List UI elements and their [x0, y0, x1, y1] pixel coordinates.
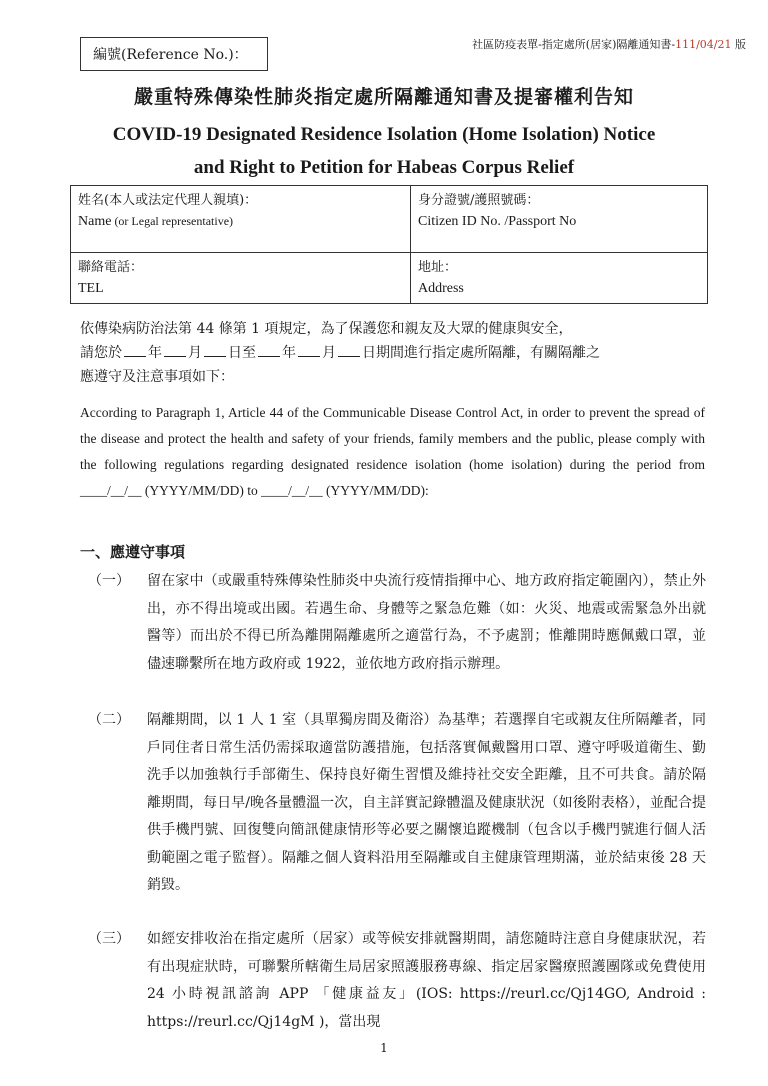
intro-zh-line1: 依傳染病防治法第 44 條第 1 項規定，為了保護您和親友及大眾的健康與安全， [80, 321, 573, 337]
address-field[interactable] [411, 253, 708, 304]
end-day-blank[interactable] [338, 344, 360, 357]
version-prefix: 社區防疫表單-指定處所(居家)隔離通知書- [472, 38, 676, 51]
title-english-line2: and Right to Petition for Habeas Corpus Relief [193, 157, 575, 178]
start-year-blank[interactable] [124, 344, 146, 357]
id-label-en: Citizen ID No. /Passport No [418, 214, 577, 229]
name-field[interactable] [71, 186, 411, 253]
item-text: 隔離期間，以 1 人 1 室（具單獨房間及衛浴）為基準；若選擇自宅或親友住所隔離者，同戶同住者日常生活仍需採取適當防護措施，包括落實佩戴醫用口罩、遵守呼吸道衛生、勤洗手以加強執行手部衛生、保持良好衛生習慣及維持社交安全距離，且不可共食。請於隔離期間，每日早/晚各量體溫一次，自主詳實記錄體溫及健康狀況（如後附表格），並配合提供手機門號、回復雙向簡訊健康情形等必要之關懷追蹤機制（包含以手機門號進行個人活動範圍之電子監督）。隔離之個人資料沿用至隔離或自主健康管理期滿，並於結束後 28 天銷毀。 [147, 712, 706, 893]
item-number: （一） [88, 573, 130, 589]
start-month-blank[interactable] [164, 344, 186, 357]
id-field[interactable] [411, 186, 708, 253]
intro-chinese [80, 317, 700, 389]
page-number: 1 [380, 1041, 388, 1055]
version-suffix: 版 [731, 38, 746, 51]
end-month-blank[interactable] [298, 344, 320, 357]
name-label-en: Name (or Legal representative) [78, 214, 234, 229]
list-item [88, 568, 706, 678]
title-chinese: 嚴重特殊傳染性肺炎指定處所隔離通知書及提審權利告知 [133, 86, 634, 108]
title-english-line1: COVID-19 Designated Residence Isolation (Home Isolation) Notice [112, 124, 656, 145]
end-year-blank[interactable] [258, 344, 280, 357]
item-number: （三） [88, 931, 130, 947]
version-date: 111/04/21 [675, 38, 732, 51]
reference-number-box[interactable] [80, 37, 268, 71]
item-text: 留在家中（或嚴重特殊傳染性肺炎中央流行疫情指揮中心、地方政府指定範圍內），禁止外出，亦不得出境或出國。若遇生命、身體等之緊急危難（如：火災、地震或需緊急外出就醫等）而出於不得已所為離開隔離處所之適當行為，不予處罰；惟離開時應佩戴口罩，並儘速聯繫所在地方政府或 1922，並依地方政府指示辦理。 [147, 573, 706, 672]
tel-label-en: TEL [78, 281, 104, 296]
start-day-blank[interactable] [204, 344, 226, 357]
address-label-en: Address [418, 281, 464, 296]
intro-english: According to Paragraph 1, Article 44 of the Communicable Disease Control Act, in order to prevent the spread of the disease and protect the health and safety of your friends, family members and the public, please comply with the following regulations regarding designated residence isolation (home isolation) during the period from ____/__/__ (YYYY/MM/DD) to ____/__/__ (YYYY/MM/DD): [80, 405, 705, 498]
reference-label: 編號(Reference No.)： [93, 47, 248, 63]
address-label-zh: 地址： [418, 260, 458, 275]
list-item [88, 707, 706, 900]
form-version [472, 36, 746, 52]
list-item [88, 926, 706, 1036]
tel-label-zh: 聯絡電話： [78, 260, 144, 275]
intro-zh-line2: 請您於 年 月 日至 年 月 日期間進行指定處所隔離，有關隔離之 [80, 345, 600, 361]
intro-zh-line3: 應遵守及注意事項如下： [80, 369, 234, 385]
tel-field[interactable] [71, 253, 411, 304]
section-heading: 一、應遵守事項 [80, 543, 186, 561]
id-label-zh: 身分證號/護照號碼： [418, 193, 540, 208]
name-label-zh: 姓名(本人或法定代理人親填)： [78, 193, 258, 208]
item-number: （二） [88, 712, 130, 728]
item-text: 如經安排收治在指定處所（居家）或等候安排就醫期間，請您隨時注意自身健康狀況，若有出現症狀時，可聯繫所轄衛生局居家照護服務專線、指定居家醫療照護團隊或免費使用 24 小時視訊諮詢 APP 「健康益友」(IOS: https://reurl.cc/Qj14GO, Android : https://reurl.cc/Qj14gM )，當出現 [147, 931, 706, 1030]
personal-info-table [70, 185, 708, 304]
